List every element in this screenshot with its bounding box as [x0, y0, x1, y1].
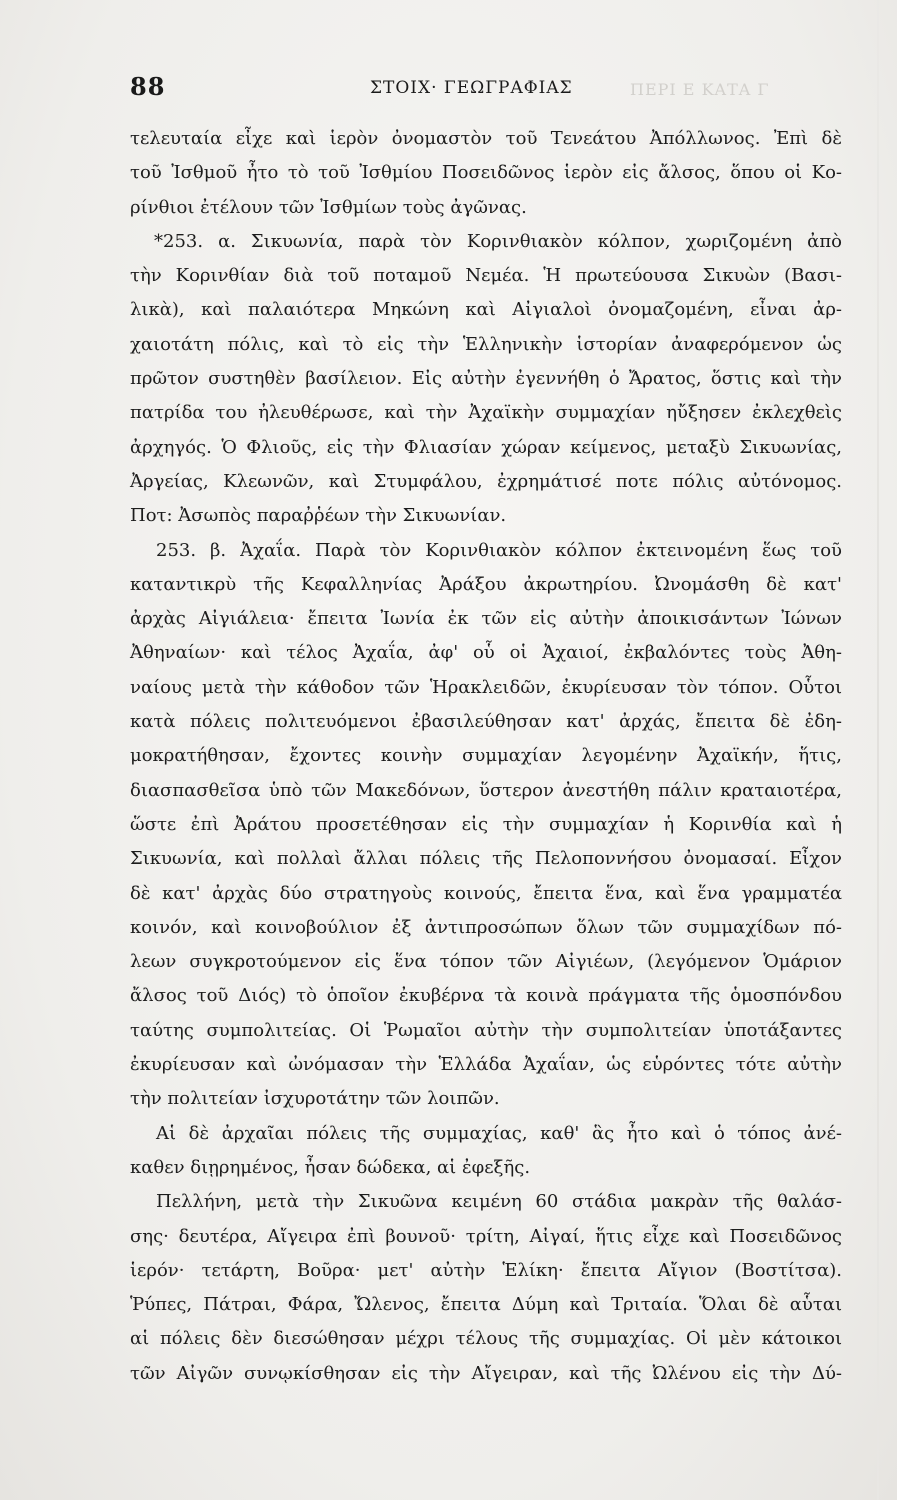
- text-line: ὥστε ἐπὶ Ἀράτου προσετέθησαν εἰς τὴν συμμαχίαν ἡ Κορινθία καὶ ἡ: [130, 813, 842, 835]
- text-line: Σικυωνία, καὶ πολλαὶ ἄλλαι πόλεις τῆς Πελοποννήσου ὀνομασαί. Εἶχον: [130, 848, 842, 870]
- text-line: χαιοτάτη πόλις, καὶ τὸ εἰς τὴν Ἑλληνικὴν ἱστορίαν ἀναφερόμενον ὡς: [130, 333, 842, 355]
- text-line: τοῦ Ἰσθμοῦ ἦτο τὸ τοῦ Ἰσθμίου Ποσειδῶνος ἱερὸν εἰς ἄλσος, ὅπου οἱ Κο-: [130, 162, 842, 184]
- text-line: Ποτ: Ἀσωπὸς παραῤῥέων τὴν Σικυωνίαν.: [130, 505, 507, 527]
- text-line: δὲ κατ' ἀρχὰς δύο στρατηγοὺς κοινούς, ἔπειτα ἕνα, καὶ ἕνα γραμματέα: [130, 882, 842, 904]
- text-line: Ἀργείας, Κλεωνῶν, καὶ Στυμφάλου, ἐχρημάτισέ ποτε πόλις αὐτόνομος.: [130, 470, 842, 492]
- text-line: τῶν Αἰγῶν συνῳκίσθησαν εἰς τὴν Αἴγειραν, καὶ τῆς Ὠλένου εἰς τὴν Δύ-: [130, 1362, 842, 1384]
- text-line: ρίνθιοι ἐτέλουν τῶν Ἰσθμίων τοὺς ἀγῶνας.: [130, 196, 527, 218]
- text-line: πατρίδα του ἠλευθέρωσε, καὶ τὴν Ἀχαϊκὴν συμμαχίαν ηὔξησεν ἐκλεχθεὶς: [130, 402, 842, 424]
- text-line: Ῥύπες, Πάτραι, Φάρα, Ὤλενος, ἔπειτα Δύμη καὶ Τριταία. Ὅλαι δὲ αὗται: [130, 1294, 842, 1316]
- text-line: καταντικρὺ τῆς Κεφαλληνίας Ἀράξου ἀκρωτηρίου. Ὠνομάσθη δὲ κατ': [130, 573, 842, 595]
- text-line: καθεν διῃρημένος, ἦσαν δώδεκα, αἱ ἐφεξῆς.: [130, 1156, 531, 1178]
- text-line: κοινόν, καὶ κοινοβούλιον ἐξ ἀντιπροσώπων ὅλων τῶν συμμαχίδων πό-: [130, 916, 842, 938]
- body-text: [130, 122, 842, 1391]
- text-line: σης· δευτέρα, Αἴγειρα ἐπὶ βουνοῦ· τρίτη, Αἰγαί, ἥτις εἶχε καὶ Ποσειδῶνος: [130, 1225, 842, 1247]
- bleed-through-title: ΠΕΡΙ Ε ΚΑΤΑ Γ: [630, 80, 770, 99]
- text-line: ναίους μετὰ τὴν κάθοδον τῶν Ἡρακλειδῶν, ἐκυρίευσαν τὸν τόπον. Οὗτοι: [130, 676, 842, 698]
- page-header: [130, 72, 830, 108]
- text-line: λεων συγκροτούμενον εἰς ἕνα τόπον τῶν Αἰγιέων, (λεγόμενον Ὁμάριον: [130, 951, 842, 973]
- page-edge-shadow: [877, 0, 879, 1500]
- section-heading-line: *253. α. Σικυωνία, παρὰ τὸν Κορινθιακὸν κόλπον, χωριζομένη ἀπὸ: [154, 230, 842, 252]
- text-line: ταύτης συμπολιτείας. Οἱ Ῥωμαῖοι αὐτὴν τὴν συμπολιτείαν ὑποτάξαντες: [130, 1019, 842, 1041]
- text-line: Ἀθηναίων· καὶ τέλος Ἀχαΐα, ἀφ' οὗ οἱ Ἀχαιοί, ἐκβαλόντες τοὺς Ἀθη-: [130, 642, 842, 664]
- text-line: τὴν Κορινθίαν διὰ τοῦ ποταμοῦ Νεμέα. Ἡ πρωτεύουσα Σικυὼν (Βασι-: [130, 265, 842, 287]
- text-line: λικὰ), καὶ παλαιότερα Μηκώνη καὶ Αἰγιαλοὶ ὀνομαζομένη, εἶναι ἀρ-: [130, 299, 842, 321]
- text-line: ἐκυρίευσαν καὶ ὠνόμασαν τὴν Ἑλλάδα Ἀχαΐαν, ὡς εὑρόντες τότε αὐτὴν: [130, 1054, 842, 1076]
- text-line: αἱ πόλεις δὲν διεσώθησαν μέχρι τέλους τῆς συμμαχίας. Οἱ μὲν κάτοικοι: [130, 1328, 842, 1350]
- section-heading-line: 253. β. Ἀχαΐα. Παρὰ τὸν Κορινθιακὸν κόλπον ἐκτεινομένη ἕως τοῦ: [156, 539, 842, 561]
- text-line: πρῶτον συστηθὲν βασίλειον. Εἰς αὐτὴν ἐγεννήθη ὁ Ἄρατος, ὅστις καὶ τὴν: [130, 368, 842, 390]
- text-line: κατὰ πόλεις πολιτευόμενοι ἐβασιλεύθησαν κατ' ἀρχάς, ἔπειτα δὲ ἐδη-: [130, 711, 842, 733]
- text-line: τὴν πολιτείαν ἰσχυροτάτην τῶν λοιπῶν.: [130, 1088, 500, 1110]
- text-line: Αἱ δὲ ἀρχαῖαι πόλεις τῆς συμμαχίας, καθ' ἃς ἦτο καὶ ὁ τόπος ἀνέ-: [156, 1122, 842, 1144]
- text-line: ἱερόν· τετάρτη, Βοῦρα· μετ' αὐτὴν Ἑλίκη· ἔπειτα Αἴγιον (Βοστίτσα).: [130, 1259, 842, 1281]
- page-number: 88: [130, 72, 166, 101]
- text-line: διασπασθεῖσα ὑπὸ τῶν Μακεδόνων, ὕστερον ἀνεστήθη πάλιν κραταιοτέρα,: [130, 779, 842, 801]
- text-line: τελευταία εἶχε καὶ ἱερὸν ὀνομαστὸν τοῦ Τενεάτου Ἀπόλλωνος. Ἐπὶ δὲ: [130, 128, 842, 149]
- text-line: ἀρχηγός. Ὁ Φλιοῦς, εἰς τὴν Φλιασίαν χώραν κείμενος, μεταξὺ Σικυωνίας,: [130, 436, 842, 458]
- text-line: Πελλήνη, μετὰ τὴν Σικυῶνα κειμένη 60 στάδια μακρὰν τῆς θαλάσ-: [156, 1191, 842, 1213]
- text-line: ἀρχὰς Αἰγιάλεια· ἔπειτα Ἰωνία ἐκ τῶν εἰς αὐτὴν ἀποικισάντων Ἰώνων: [130, 608, 842, 630]
- text-line: ἄλσος τοῦ Διός) τὸ ὁποῖον ἐκυβέρνα τὰ κοινὰ πράγματα τῆς ὁμοσπόνδου: [130, 985, 842, 1007]
- running-title: ΣΤΟΙΧ· ΓΕΩΓΡΑΦΙΑΣ: [370, 78, 573, 98]
- text-line: μοκρατήθησαν, ἔχοντες κοινὴν συμμαχίαν λεγομένην Ἀχαϊκήν, ἥτις,: [130, 745, 842, 767]
